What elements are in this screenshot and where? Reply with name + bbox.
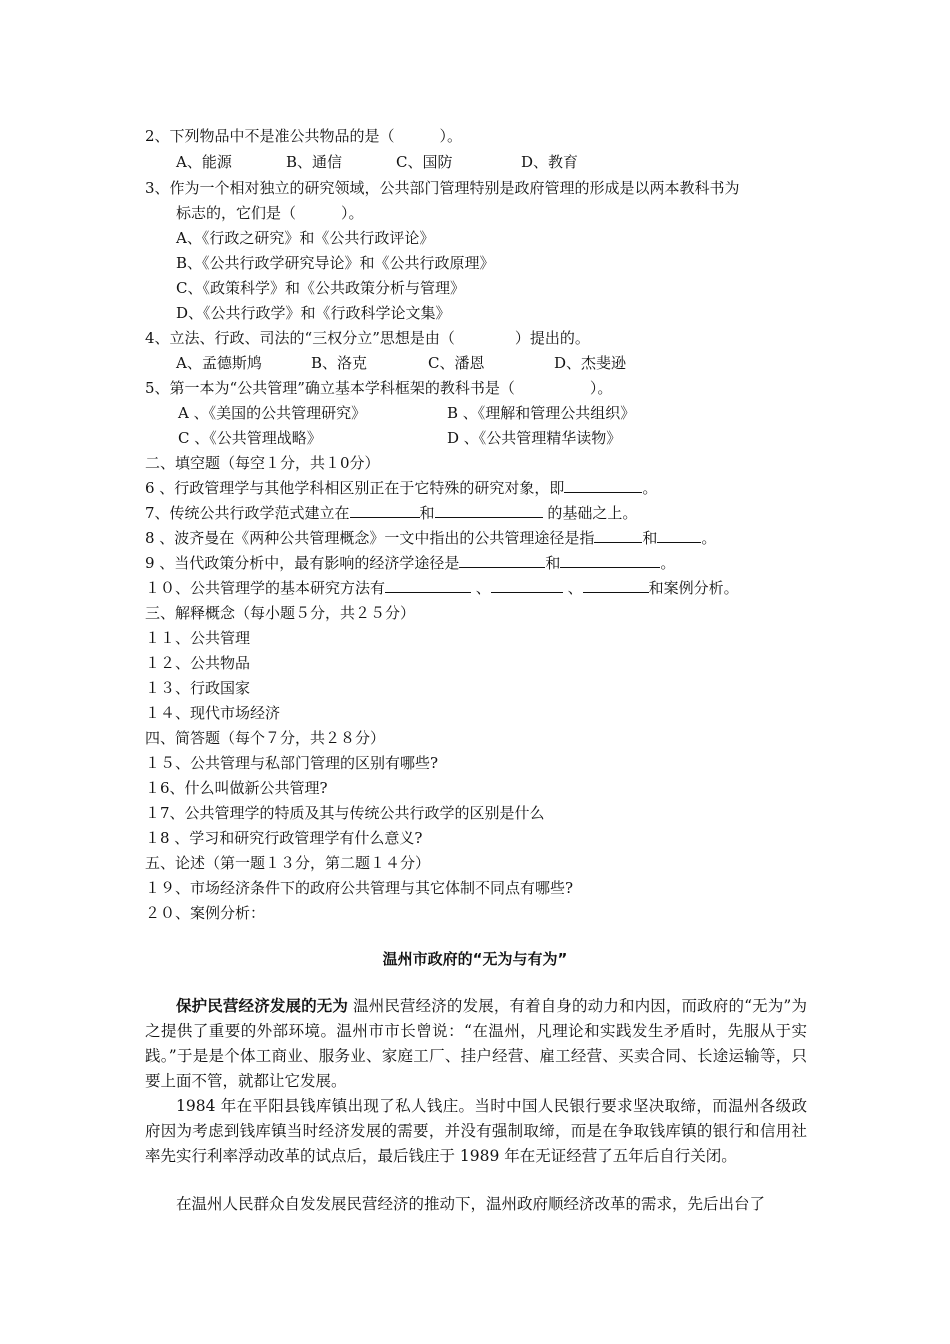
- answer-blank[interactable]: [583, 578, 649, 593]
- case-title: 温州市政府的“无为与有为”: [382, 950, 568, 968]
- list-item: １３、行政国家: [145, 679, 251, 697]
- list-item: ２０、案例分析：: [145, 904, 266, 922]
- fill-question-6: 6 、行政管理学与其他学科相区别正在于它特殊的研究对象，即 。: [145, 479, 658, 497]
- question-4-stem: 4、立法、行政、司法的“三权分立”思想是由（ ）提出的。: [145, 329, 590, 347]
- list-item: １8 、学习和研究行政管理学有什么意义?: [145, 829, 423, 847]
- fill-question-8: 8 、波齐曼在《两种公共管理概念》一文中指出的公共管理途径是指 和 。: [145, 529, 717, 547]
- answer-blank[interactable]: [657, 528, 701, 543]
- option-a: A、《行政之研究》和《公共行政评论》: [176, 229, 435, 247]
- case-paragraph-1: 保护民营经济发展的无为 温州民营经济的发展，有着自身的动力和内因，而政府的“无为”为之提供了重要的外部环境。温州市市长曾说：“在温州，凡理论和实践发生矛盾时，先服从于实践。”于是是个体工商业、服务业、家庭工厂、挂户经营、雇工经营、买卖合同、长途运输等，只要上面不管，就都让它发展。: [145, 997, 807, 1090]
- option-d: D 、《公共管理精华读物》: [447, 429, 622, 447]
- list-item: １１、公共管理: [145, 629, 251, 647]
- option-d: D、教育: [521, 153, 579, 171]
- answer-blank[interactable]: [459, 553, 545, 568]
- case-paragraph-2: 1984 年在平阳县钱库镇出现了私人钱庄。当时中国人民银行要求坚决取缔，而温州各级政府因为考虑到钱库镇当时经济发展的需要，并没有强制取缔，而是在争取钱库镇的银行和信用社率先实行利率浮动改革的试点后，最后钱庄于 1989 年在无证经营了五年后自行关闭。: [145, 1097, 807, 1165]
- option-d: D、杰斐逊: [554, 354, 627, 372]
- section-heading-essay: 五、论述（第一题１３分，第二题１４分）: [145, 854, 431, 872]
- question-2-stem: 2、下列物品中不是准公共物品的是（ ）。: [145, 127, 463, 145]
- list-item: １6、什么叫做新公共管理?: [145, 779, 328, 797]
- option-b: B、《公共行政学研究导论》和《公共行政原理》: [176, 254, 495, 272]
- answer-blank[interactable]: [385, 578, 471, 593]
- case-paragraph-3: 在温州人民群众自发发展民营经济的推动下，温州政府顺经济改革的需求，先后出台了: [176, 1195, 766, 1213]
- list-item: １５、公共管理与私部门管理的区别有哪些?: [145, 754, 439, 772]
- option-a: A 、《美国的公共管理研究》: [178, 404, 367, 422]
- option-c: C、《政策科学》和《公共政策分析与管理》: [176, 279, 465, 297]
- list-item: １４、现代市场经济: [145, 704, 281, 722]
- list-item: １7、公共管理学的特质及其与传统公共行政学的区别是什么: [145, 804, 545, 822]
- option-a: A、能源: [176, 153, 232, 171]
- section-heading-concepts: 三、解释概念（每小题５分，共２５分）: [145, 604, 416, 622]
- answer-blank[interactable]: [594, 528, 642, 543]
- option-c: C 、《公共管理战略》: [178, 429, 322, 447]
- question-3-stem: 3、作为一个相对独立的研究领域，公共部门管理特别是政府管理的形成是以两本教科书为: [145, 179, 740, 197]
- answer-blank[interactable]: [564, 478, 642, 493]
- answer-blank[interactable]: [491, 578, 563, 593]
- answer-blank[interactable]: [560, 553, 660, 568]
- section-heading-fill: 二、填空题（每空１分，共１0分）: [145, 454, 380, 472]
- option-a: A、孟德斯鸠: [176, 354, 262, 372]
- fill-question-7: 7、传统公共行政学范式建立在 和 的基础之上。: [145, 504, 638, 522]
- option-b: B、洛克: [311, 354, 368, 372]
- fill-question-10: １０、公共管理学的基本研究方法有 、 、 和案例分析。: [145, 579, 739, 597]
- list-item: １９、市场经济条件下的政府公共管理与其它体制不同点有哪些?: [145, 879, 574, 897]
- list-item: １２、公共物品: [145, 654, 251, 672]
- fill-question-9: 9 、当代政策分析中，最有影响的经济学途径是 和 。: [145, 554, 676, 572]
- option-b: B 、《理解和管理公共组织》: [447, 404, 636, 422]
- answer-blank[interactable]: [435, 503, 543, 518]
- question-3-stem-cont: 标志的，它们是（ ）。: [176, 204, 364, 222]
- section-heading-short: 四、简答题（每个７分，共２８分）: [145, 729, 386, 747]
- option-c: C、潘恩: [428, 354, 485, 372]
- answer-blank[interactable]: [350, 503, 420, 518]
- question-5-stem: 5、第一本为“公共管理”确立基本学科框架的教科书是（ ）。: [145, 379, 613, 397]
- option-c: C、国防: [396, 153, 453, 171]
- option-d: D、《公共行政学》和《行政科学论文集》: [176, 304, 451, 322]
- option-b: B、通信: [286, 153, 343, 171]
